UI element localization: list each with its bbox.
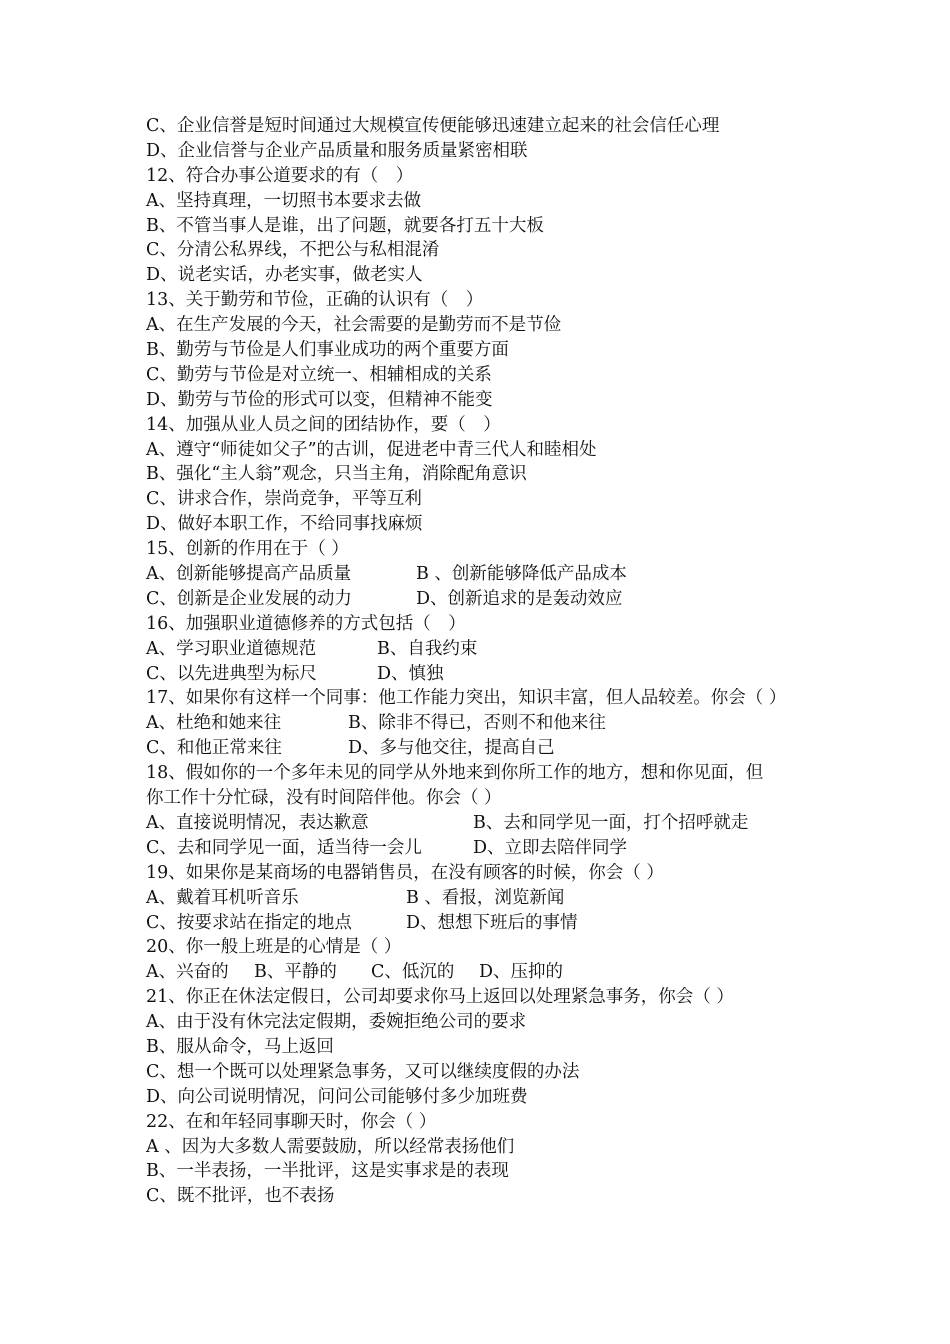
option-line: B、一半表扬，一半批评，这是实事求是的表现 [146, 1161, 509, 1182]
option-line: B、服从命令，马上返回 [146, 1036, 334, 1057]
option: C、去和同学见一面，适当待一会儿 [146, 837, 422, 858]
text-line: D、企业信誉与企业产品质量和服务质量紧密相联 [146, 140, 528, 161]
option-line: D、勤劳与节俭的形式可以变，但精神不能变 [146, 389, 493, 410]
text-line: C、企业信誉是短时间通过大规模宣传便能够迅速建立起来的社会信任心理 [146, 116, 720, 136]
document-page [146, 114, 826, 1209]
option-row [146, 736, 826, 761]
option: A、杜绝和她来往 [146, 713, 282, 734]
option: B 、看报，浏览新闻 [406, 887, 565, 908]
option: C、低沉的 [371, 962, 455, 983]
option: D、创新追求的是轰动效应 [416, 588, 623, 609]
option: A、直接说明情况，表达歉意 [146, 812, 369, 833]
option: C、以先进典型为标尺 [146, 663, 317, 684]
option: D、慎独 [377, 663, 444, 684]
question-15: 15、创新的作用在于（ ） [146, 539, 349, 560]
option-row [146, 886, 826, 911]
option: A、学习职业道德规范 [146, 638, 317, 659]
option: C、创新是企业发展的动力 [146, 588, 352, 609]
option-line: C、分清公私界线，不把公与私相混淆 [146, 240, 440, 261]
question-17: 17、如果你有这样一个同事：他工作能力突出，知识丰富，但人品较差。你会（ ） [146, 688, 787, 709]
option-row [146, 836, 826, 861]
option: D、多与他交往，提高自己 [348, 738, 555, 759]
question-19: 19、如果你是某商场的电器销售员，在没有顾客的时候，你会（ ） [146, 862, 664, 883]
option: B、除非不得已，否则不和他来往 [348, 713, 606, 734]
option: D、立即去陪伴同学 [473, 837, 628, 858]
question-22: 22、在和年轻同事聊天时，你会（ ） [146, 1111, 437, 1132]
option-line: B、强化“主人翁”观念，只当主角，消除配角意识 [146, 464, 527, 485]
option: B 、创新能够降低产品成本 [416, 564, 627, 585]
option-row [146, 911, 826, 936]
option-row [146, 811, 826, 836]
option-line: A、在生产发展的今天，社会需要的是勤劳而不是节俭 [146, 315, 562, 336]
question-20: 20、你一般上班是的心情是（ ） [146, 937, 402, 958]
question-12: 12、符合办事公道要求的有（ ） [146, 165, 414, 186]
question-16: 16、加强职业道德修养的方式包括（ ） [146, 613, 466, 634]
option: A、戴着耳机听音乐 [146, 887, 299, 908]
option-line: A、遵守“师徒如父子”的古训，促进老中青三代人和睦相处 [146, 439, 597, 460]
option-line: B、不管当事人是谁，出了问题，就要各打五十大板 [146, 215, 544, 236]
option: D、想想下班后的事情 [406, 912, 578, 933]
option-row [146, 662, 826, 687]
question-21: 21、你正在休法定假日，公司却要求你马上返回以处理紧急事务，你会（ ） [146, 987, 734, 1008]
question-13: 13、关于勤劳和节俭，正确的认识有（ ） [146, 290, 484, 311]
option: B、去和同学见一面，打个招呼就走 [473, 812, 749, 833]
option: B、自我约束 [377, 638, 478, 659]
option-row [146, 637, 826, 662]
option: C、按要求站在指定的地点 [146, 912, 352, 933]
option-line: A、由于没有休完法定假期，委婉拒绝公司的要求 [146, 1012, 527, 1033]
option-line: C、既不批评，也不表扬 [146, 1186, 335, 1207]
question-18: 18、假如你的一个多年未见的同学从外地来到你所工作的地方，想和你见面，但 [146, 763, 764, 784]
option-row [146, 562, 826, 587]
option-row [146, 711, 826, 736]
option: A、兴奋的 [146, 962, 229, 983]
option-line: A 、因为大多数人需要鼓励，所以经常表扬他们 [146, 1136, 515, 1157]
option-line: C、勤劳与节俭是对立统一、相辅相成的关系 [146, 364, 492, 385]
option: B、平静的 [254, 962, 337, 983]
question-18-cont: 你工作十分忙碌，没有时间陪伴他。你会（ ） [146, 788, 502, 809]
option-line: A、坚持真理，一切照书本要求去做 [146, 190, 422, 211]
option-line: D、说老实话，办老实事，做老实人 [146, 265, 423, 286]
question-14: 14、加强从业人员之间的团结协作，要（ ） [146, 414, 501, 435]
option-row [146, 587, 826, 612]
option-row [146, 960, 826, 985]
option-line: D、向公司说明情况，问问公司能够付多少加班费 [146, 1086, 528, 1107]
option-line: C、讲求合作，崇尚竞争，平等互利 [146, 489, 422, 510]
option: D、压抑的 [479, 962, 564, 983]
option: A、创新能够提高产品质量 [146, 564, 352, 585]
option-line: B、勤劳与节俭是人们事业成功的两个重要方面 [146, 340, 509, 361]
option: C、和他正常来往 [146, 738, 282, 759]
option-line: C、想一个既可以处理紧急事务，又可以继续度假的办法 [146, 1061, 580, 1082]
option-line: D、做好本职工作，不给同事找麻烦 [146, 514, 423, 535]
